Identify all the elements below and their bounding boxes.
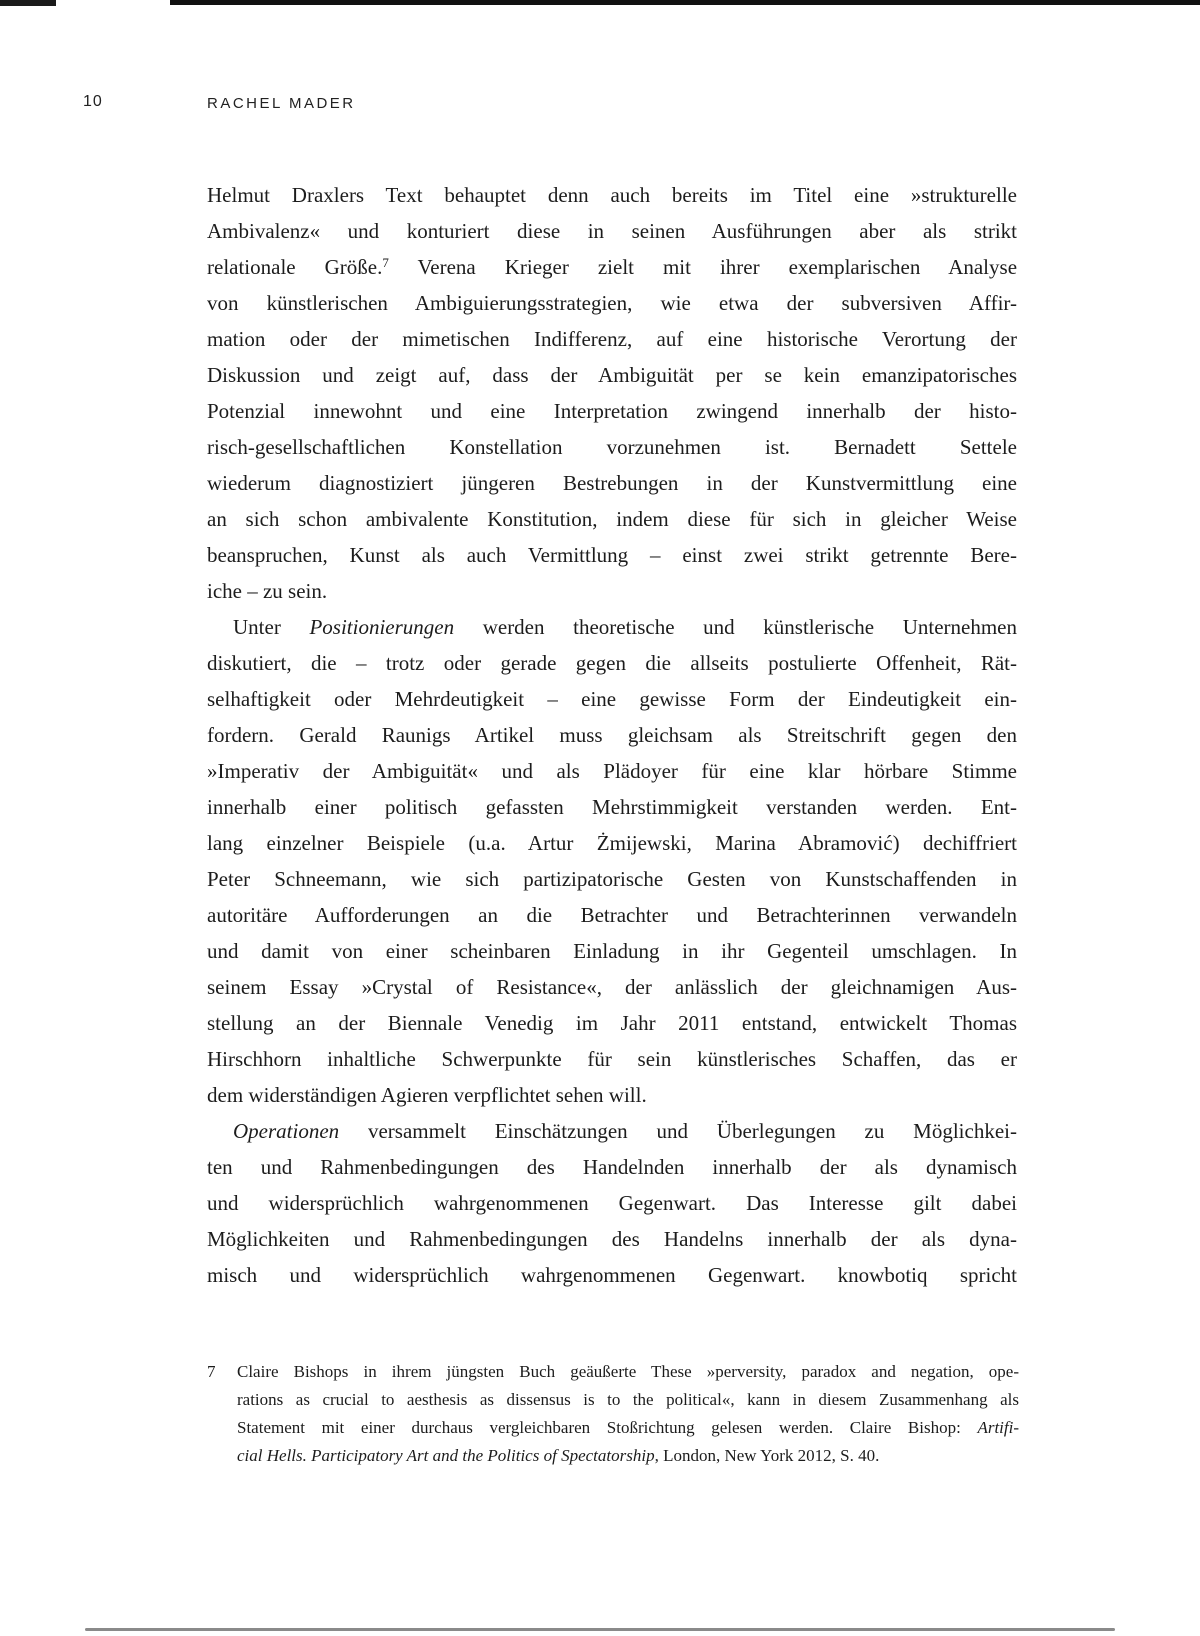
text-line: und widersprüchlich wahrgenommenen Gegenwart. Das Interesse gilt dabei	[207, 1191, 1017, 1215]
text-line: Möglichkeiten und Rahmenbedingungen des Handelns innerhalb der als dyna-	[207, 1227, 1017, 1251]
text-line: an sich schon ambivalente Konstitution, indem diese für sich in gleicher Weise	[207, 507, 1017, 531]
text-line: Helmut Draxlers Text behauptet denn auch bereits im Titel eine »strukturelle	[207, 183, 1017, 207]
text-line: risch-gesellschaftlichen Konstellation vorzunehmen ist. Bernadett Settele	[207, 435, 1017, 459]
paragraph	[207, 177, 1017, 609]
text-line: rations as crucial to aesthesis as dissensus is to the political«, kann in diesem Zusammenhang als	[237, 1390, 1019, 1409]
text-line: wiederum diagnostiziert jüngeren Bestrebungen in der Kunstvermittlung eine	[207, 471, 1017, 495]
text-line: Potenzial innewohnt und eine Interpretation zwingend innerhalb der histo-	[207, 399, 1017, 423]
text-line: Diskussion und zeigt auf, dass der Ambiguität per se kein emanzipatorisches	[207, 363, 1017, 387]
footnote-text	[237, 1358, 1019, 1470]
text-line: Operationen versammelt Einschätzungen und Überlegungen zu Möglichkei-	[233, 1119, 1017, 1143]
scan-edge-bottom	[85, 1628, 1115, 1631]
text-line: ten und Rahmenbedingungen des Handelnden innerhalb der als dynamisch	[207, 1155, 1017, 1179]
text-line: diskutiert, die – trotz oder gerade gegen die allseits postulierte Offenheit, Rät-	[207, 651, 1017, 675]
text-line: cial Hells. Participatory Art and the Politics of Spectatorship, London, New York 2012, S. 40.	[237, 1446, 880, 1465]
scan-edge-top-left	[0, 0, 56, 6]
text-line: dem widerständigen Agieren verpflichtet sehen will.	[207, 1083, 647, 1107]
text-line: stellung an der Biennale Venedig im Jahr 2011 entstand, entwickelt Thomas	[207, 1011, 1017, 1035]
scan-edge-top	[170, 0, 1200, 5]
text-line: mation oder der mimetischen Indifferenz, auf eine historische Verortung der	[207, 327, 1017, 351]
footnote	[207, 1358, 1019, 1470]
page-number: 10	[83, 93, 103, 110]
footnote-reference: 7	[382, 255, 389, 270]
text-line: seinem Essay »Crystal of Resistance«, der anlässlich der gleichnamigen Aus-	[207, 975, 1017, 999]
text-line: relationale Größe.$^7$ Verena Krieger zielt mit ihrer exemplarischen Analyse	[207, 255, 1017, 279]
text-line: Peter Schneemann, wie sich partizipatorische Gesten von Kunstschaffenden in	[207, 867, 1017, 891]
text-line: Ambivalenz« und konturiert diese in seinen Ausführungen aber als strikt	[207, 219, 1017, 243]
text-line: autoritäre Aufforderungen an die Betrachter und Betrachterinnen verwandeln	[207, 903, 1017, 927]
paragraph	[207, 609, 1017, 1113]
text-line: beanspruchen, Kunst als auch Vermittlung – einst zwei strikt getrennte Bere-	[207, 543, 1017, 567]
text-line: »Imperativ der Ambiguität« und als Plädoyer für eine klar hörbare Stimme	[207, 759, 1017, 783]
text-line: Unter Positionierungen werden theoretische und künstlerische Unternehmen	[233, 615, 1017, 639]
text-line: selhaftigkeit oder Mehrdeutigkeit – eine gewisse Form der Eindeutigkeit ein-	[207, 687, 1017, 711]
paragraph	[207, 1113, 1017, 1293]
running-head: RACHEL MADER	[207, 95, 356, 112]
text-line: iche – zu sein.	[207, 579, 328, 603]
text-line: Statement mit einer durchaus vergleichbaren Stoßrichtung gelesen werden. Claire Bishop: Artifi-	[237, 1418, 1019, 1437]
text-line: misch und widersprüchlich wahrgenommenen Gegenwart. knowbotiq spricht	[207, 1263, 1017, 1287]
text-line: fordern. Gerald Raunigs Artikel muss gleichsam als Streitschrift gegen den	[207, 723, 1017, 747]
text-line: innerhalb einer politisch gefassten Mehrstimmigkeit verstanden werden. Ent-	[207, 795, 1017, 819]
body-text	[207, 177, 1017, 1293]
footnote-number: 7	[207, 1362, 216, 1381]
text-line: Hirschhorn inhaltliche Schwerpunkte für sein künstlerisches Schaffen, das er	[207, 1047, 1017, 1071]
text-line: von künstlerischen Ambiguierungsstrategien, wie etwa der subversiven Affir-	[207, 291, 1017, 315]
text-line: und damit von einer scheinbaren Einladung in ihr Gegenteil umschlagen. In	[207, 939, 1017, 963]
text-line: Claire Bishops in ihrem jüngsten Buch geäußerte These »perversity, paradox and negation, ope-	[237, 1362, 1019, 1381]
text-line: lang einzelner Beispiele (u.a. Artur Żmijewski, Marina Abramović) dechiffriert	[207, 831, 1017, 855]
